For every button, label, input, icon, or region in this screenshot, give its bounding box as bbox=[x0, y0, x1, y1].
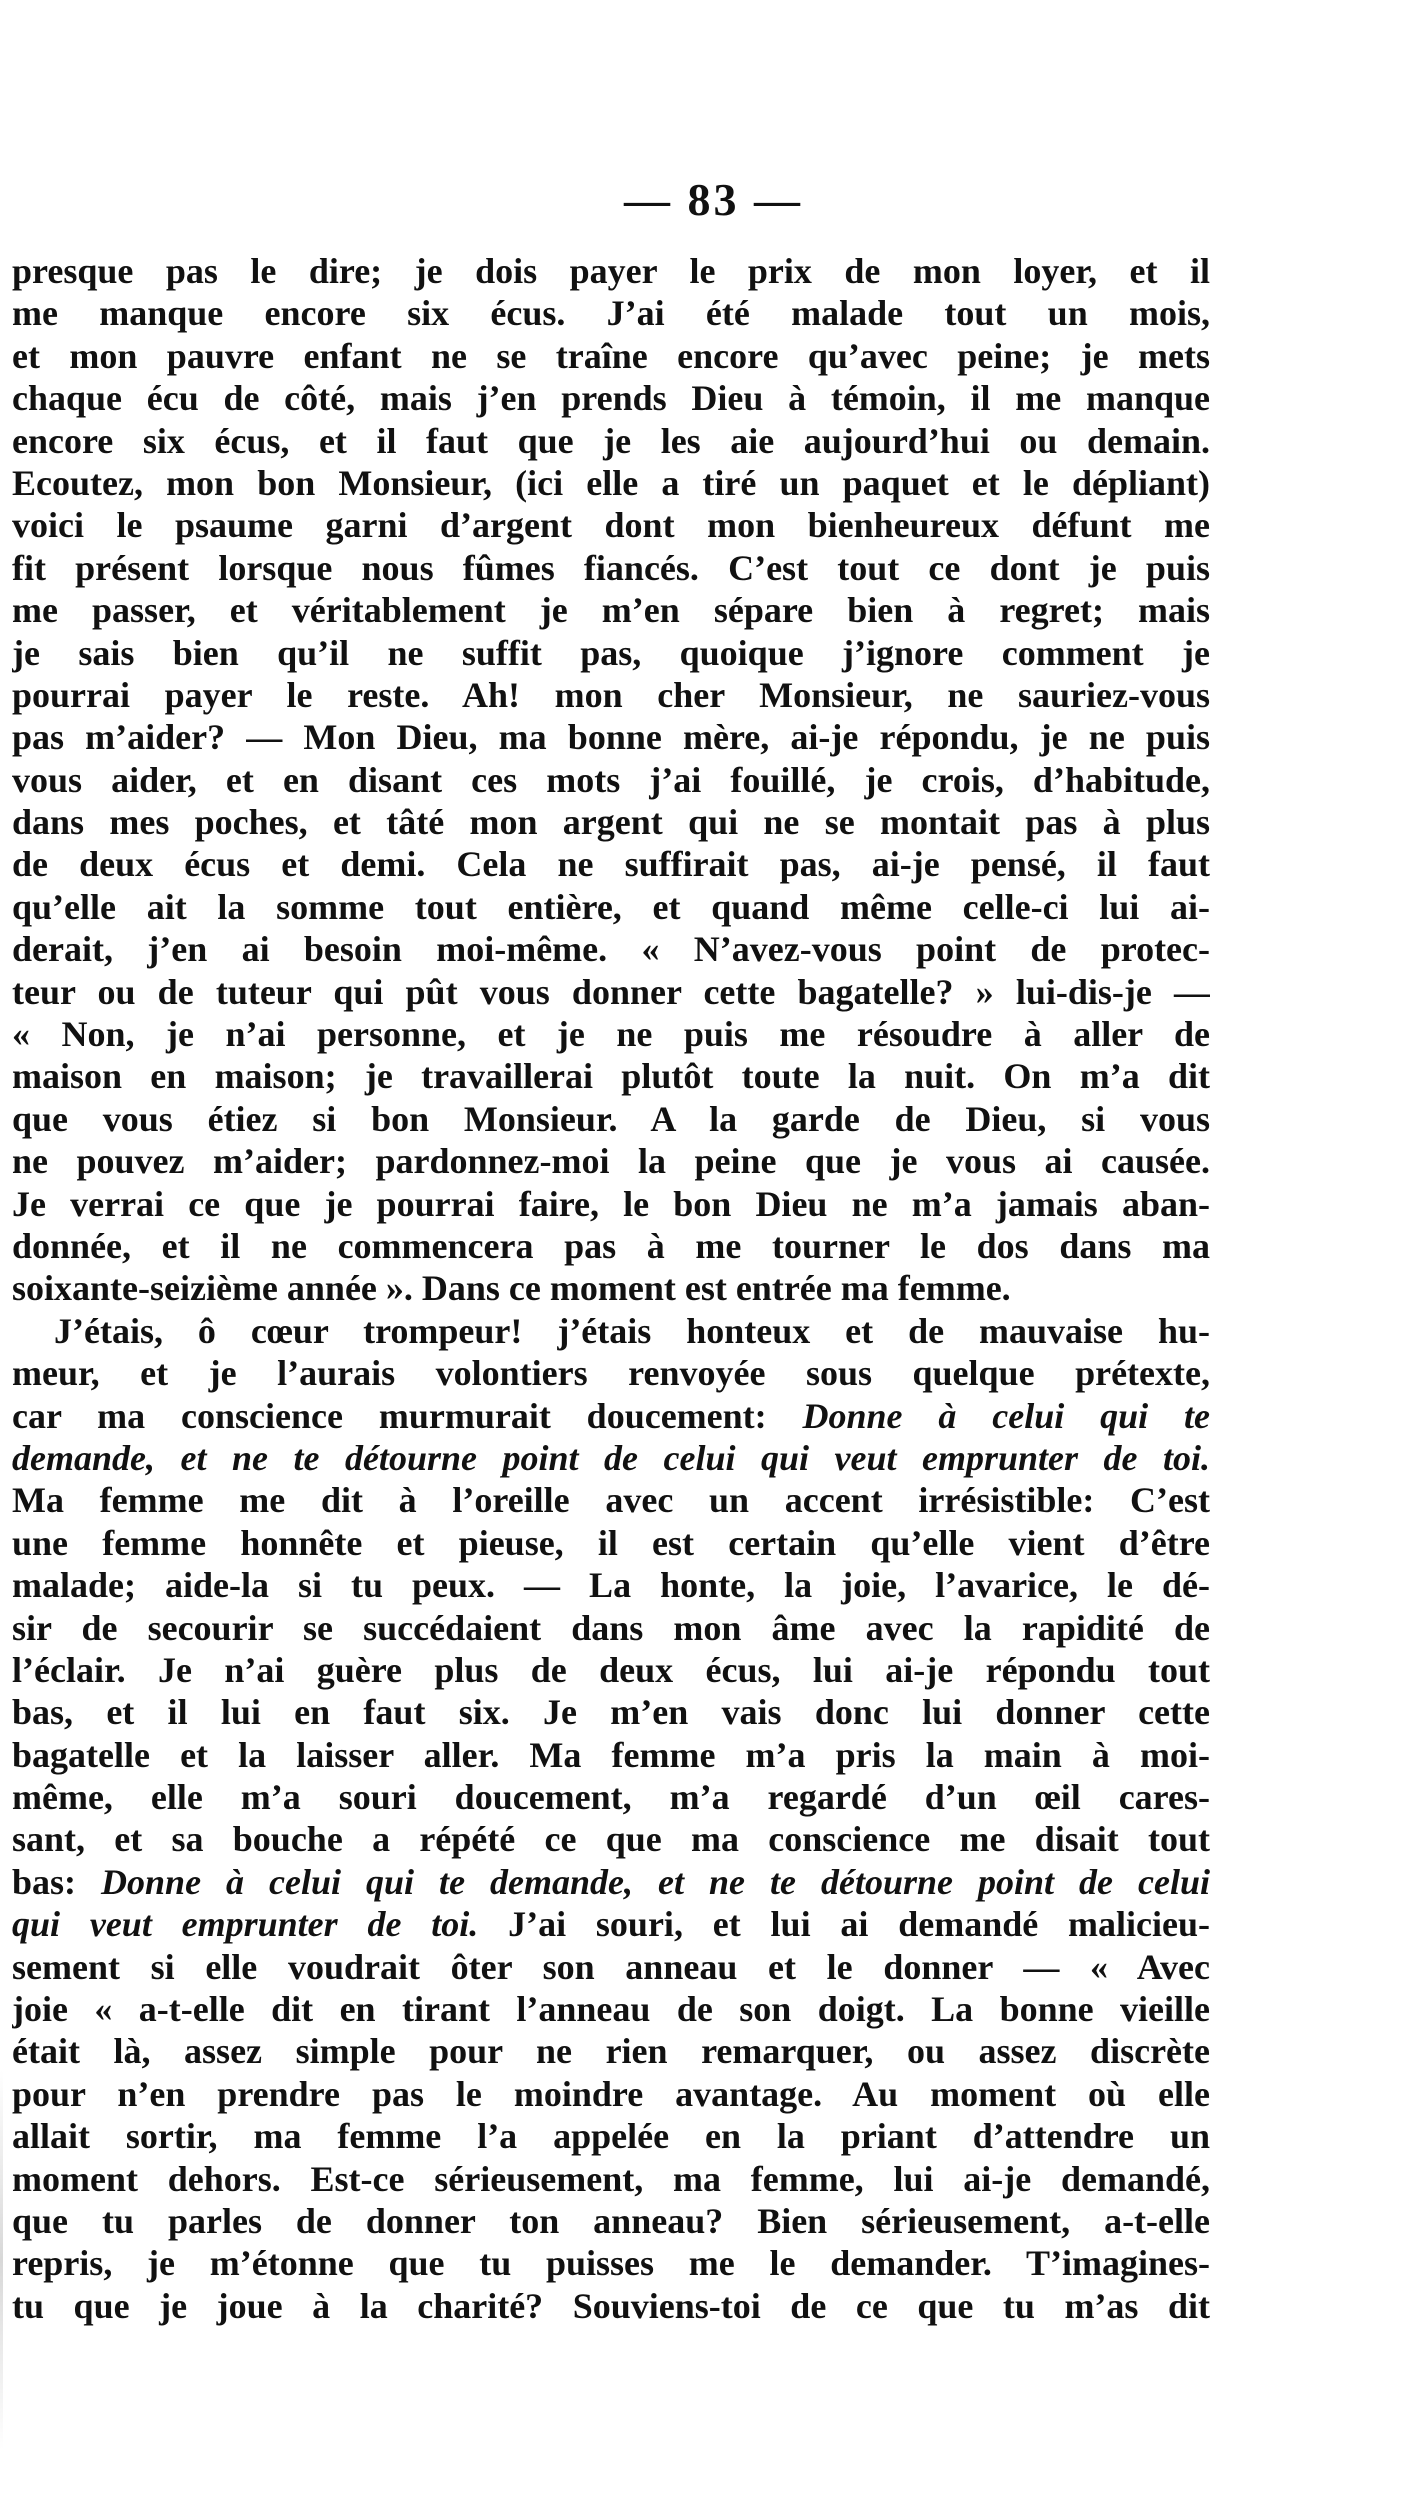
line-text: pourrai payer le reste. Ah! mon cher Monsieur, ne sauriez-vous bbox=[12, 674, 1210, 715]
text-line bbox=[12, 1055, 1210, 1097]
line-text: me passer, et véritablement je m’en sépare bien à regret; mais bbox=[12, 590, 1210, 631]
line-text: car ma conscience murmurait doucement: bbox=[12, 1395, 803, 1436]
line-text: dans mes poches, et tâté mon argent qui ne se montait pas à plus bbox=[12, 802, 1210, 843]
text-line bbox=[12, 886, 1210, 928]
text-line bbox=[12, 1691, 1210, 1733]
page-number-header: — 83 — bbox=[624, 174, 803, 225]
line-text: pas m’aider? — Mon Dieu, ma bonne mère, ai-je répondu, je ne puis bbox=[12, 717, 1210, 758]
text-line bbox=[12, 2073, 1210, 2115]
text-line bbox=[12, 716, 1210, 758]
line-text: donnée, et il ne commencera pas à me tourner le dos dans ma bbox=[12, 1225, 1210, 1266]
text-line bbox=[12, 1183, 1210, 1225]
line-text: malade; aide-la si tu peux. — La honte, la joie, l’avarice, le dé- bbox=[12, 1565, 1210, 1606]
text-line bbox=[12, 801, 1210, 843]
text-line bbox=[12, 843, 1210, 885]
text-line bbox=[12, 1267, 1210, 1309]
text-line bbox=[12, 250, 1210, 292]
text-line bbox=[12, 420, 1210, 462]
line-text: sement si elle voudrait ôter son anneau et le donner — « Avec bbox=[12, 1946, 1210, 1987]
text-line bbox=[12, 1946, 1210, 1988]
text-line bbox=[12, 1734, 1210, 1776]
line-text: allait sortir, ma femme l’a appelée en la priant d’attendre un bbox=[12, 2116, 1210, 2157]
line-text: une femme honnête et pieuse, il est certain qu’elle vient d’être bbox=[12, 1522, 1210, 1563]
line-text: encore six écus, et il faut que je les aie aujourd’hui ou demain. bbox=[12, 420, 1210, 461]
line-text: me manque encore six écus. J’ai été malade tout un mois, bbox=[12, 293, 1210, 334]
text-line bbox=[12, 1522, 1210, 1564]
line-text: l’éclair. Je n’ai guère plus de deux écus, lui ai-je répondu tout bbox=[12, 1649, 1210, 1690]
text-line bbox=[12, 1818, 1210, 1860]
line-text: teur ou de tuteur qui pût vous donner cette bagatelle? » lui-dis-je — bbox=[12, 971, 1210, 1012]
line-text: J’ai souri, et lui ai demandé malicieu- bbox=[478, 1904, 1210, 1945]
text-line bbox=[12, 1310, 1210, 1352]
line-text: derait, j’en ai besoin moi-même. « N’avez-vous point de protec- bbox=[12, 929, 1210, 970]
line-text: pour n’en prendre pas le moindre avantage. Au moment où elle bbox=[12, 2073, 1210, 2114]
text-line bbox=[12, 1140, 1210, 1182]
line-text: et mon pauvre enfant ne se traîne encore qu’avec peine; je mets bbox=[12, 335, 1210, 376]
line-text: moment dehors. Est-ce sérieusement, ma femme, lui ai-je demandé, bbox=[12, 2158, 1210, 2199]
text-line bbox=[12, 2285, 1210, 2327]
line-italic-text: Donne à celui qui te demande, et ne te détourne point de celui bbox=[101, 1861, 1210, 1902]
text-line bbox=[12, 1352, 1210, 1394]
line-text: fit présent lorsque nous fûmes fiancés. C’est tout ce dont je puis bbox=[12, 547, 1210, 588]
text-line bbox=[12, 1564, 1210, 1606]
line-text: qu’elle ait la somme tout entière, et quand même celle-ci lui ai- bbox=[12, 886, 1210, 927]
text-line bbox=[12, 2030, 1210, 2072]
text-line bbox=[12, 1861, 1210, 1903]
line-text: voici le psaume garni d’argent dont mon bienheureux défunt me bbox=[12, 505, 1210, 546]
text-line bbox=[12, 462, 1210, 504]
text-line bbox=[12, 504, 1210, 546]
line-text: joie « a-t-elle dit en tirant l’anneau de son doigt. La bonne vieille bbox=[12, 1989, 1210, 2030]
text-line bbox=[12, 1437, 1210, 1479]
text-line bbox=[12, 759, 1210, 801]
line-text: chaque écu de côté, mais j’en prends Dieu à témoin, il me manque bbox=[12, 378, 1210, 419]
text-line bbox=[12, 928, 1210, 970]
line-text: bagatelle et la laisser aller. Ma femme m’a pris la main à moi- bbox=[12, 1734, 1210, 1775]
line-italic-text: Donne à celui qui te bbox=[802, 1395, 1210, 1436]
line-text: meur, et je l’aurais volontiers renvoyée sous quelque prétexte, bbox=[12, 1353, 1210, 1394]
line-text: tu que je joue à la charité? Souviens-toi de ce que tu m’as dit bbox=[12, 2285, 1210, 2326]
text-line bbox=[12, 1988, 1210, 2030]
line-text: soixante-seizième année ». Dans ce moment est entrée ma femme. bbox=[12, 1268, 1011, 1309]
line-text: que vous étiez si bon Monsieur. A la garde de Dieu, si vous bbox=[12, 1098, 1210, 1139]
line-text: Ma femme me dit à l’oreille avec un accent irrésistible: C’est bbox=[12, 1480, 1210, 1521]
text-line bbox=[12, 1013, 1210, 1055]
line-text: presque pas le dire; je dois payer le prix de mon loyer, et il bbox=[12, 251, 1210, 291]
line-text: Je verrai ce que je pourrai faire, le bon Dieu ne m’a jamais aban- bbox=[12, 1183, 1210, 1224]
text-line bbox=[12, 2242, 1210, 2284]
line-text: même, elle m’a souri doucement, m’a regardé d’un œil cares- bbox=[12, 1777, 1210, 1818]
text-line bbox=[12, 674, 1210, 716]
text-line bbox=[12, 1395, 1210, 1437]
line-text: Ecoutez, mon bon Monsieur, (ici elle a tiré un paquet et le dépliant) bbox=[12, 462, 1210, 503]
line-text: bas: bbox=[12, 1861, 102, 1902]
line-text: que tu parles de donner ton anneau? Bien sérieusement, a-t-elle bbox=[12, 2200, 1210, 2241]
line-text: sir de secourir se succédaient dans mon âme avec la rapidité de bbox=[12, 1607, 1210, 1648]
line-text: était là, assez simple pour ne rien remarquer, ou assez discrète bbox=[12, 2031, 1210, 2072]
line-text: maison en maison; je travaillerai plutôt toute la nuit. On m’a dit bbox=[12, 1056, 1210, 1097]
line-text: repris, je m’étonne que tu puisses me le demander. T’imagines- bbox=[12, 2243, 1210, 2284]
text-line bbox=[12, 1903, 1210, 1945]
text-line bbox=[12, 547, 1210, 589]
text-line bbox=[12, 632, 1210, 674]
line-italic-text: qui veut emprunter de toi. bbox=[12, 1904, 479, 1945]
text-line bbox=[12, 377, 1210, 419]
text-line bbox=[12, 1098, 1210, 1140]
text-line bbox=[12, 1607, 1210, 1649]
line-text: J’étais, ô cœur trompeur! j’étais honteux et de mauvaise hu- bbox=[54, 1310, 1210, 1351]
body-text bbox=[12, 250, 1210, 2327]
line-text: de deux écus et demi. Cela ne suffirait pas, ai-je pensé, il faut bbox=[12, 844, 1210, 885]
text-line bbox=[12, 1225, 1210, 1267]
text-line bbox=[12, 589, 1210, 631]
line-italic-text: demande, et ne te détourne point de celui qui veut emprunter de toi. bbox=[12, 1437, 1210, 1478]
scan-edge-shadow bbox=[0, 2070, 3, 2450]
line-text: « Non, je n’ai personne, et je ne puis me résoudre à aller de bbox=[12, 1014, 1210, 1055]
text-line bbox=[12, 1649, 1210, 1691]
line-text: je sais bien qu’il ne suffit pas, quoique j’ignore comment je bbox=[12, 632, 1210, 673]
text-line bbox=[12, 2115, 1210, 2157]
line-text: sant, et sa bouche a répété ce que ma conscience me disait tout bbox=[12, 1819, 1210, 1860]
line-text: bas, et il lui en faut six. Je m’en vais donc lui donner cette bbox=[12, 1692, 1210, 1733]
text-line bbox=[12, 335, 1210, 377]
text-line bbox=[12, 292, 1210, 334]
text-line bbox=[12, 2158, 1210, 2200]
text-line bbox=[12, 2200, 1210, 2242]
text-line bbox=[12, 1479, 1210, 1521]
text-line bbox=[12, 1776, 1210, 1818]
line-text: ne pouvez m’aider; pardonnez-moi la peine que je vous ai causée. bbox=[12, 1141, 1210, 1182]
line-text: vous aider, et en disant ces mots j’ai fouillé, je crois, d’habitude, bbox=[12, 759, 1210, 800]
text-line bbox=[12, 971, 1210, 1013]
